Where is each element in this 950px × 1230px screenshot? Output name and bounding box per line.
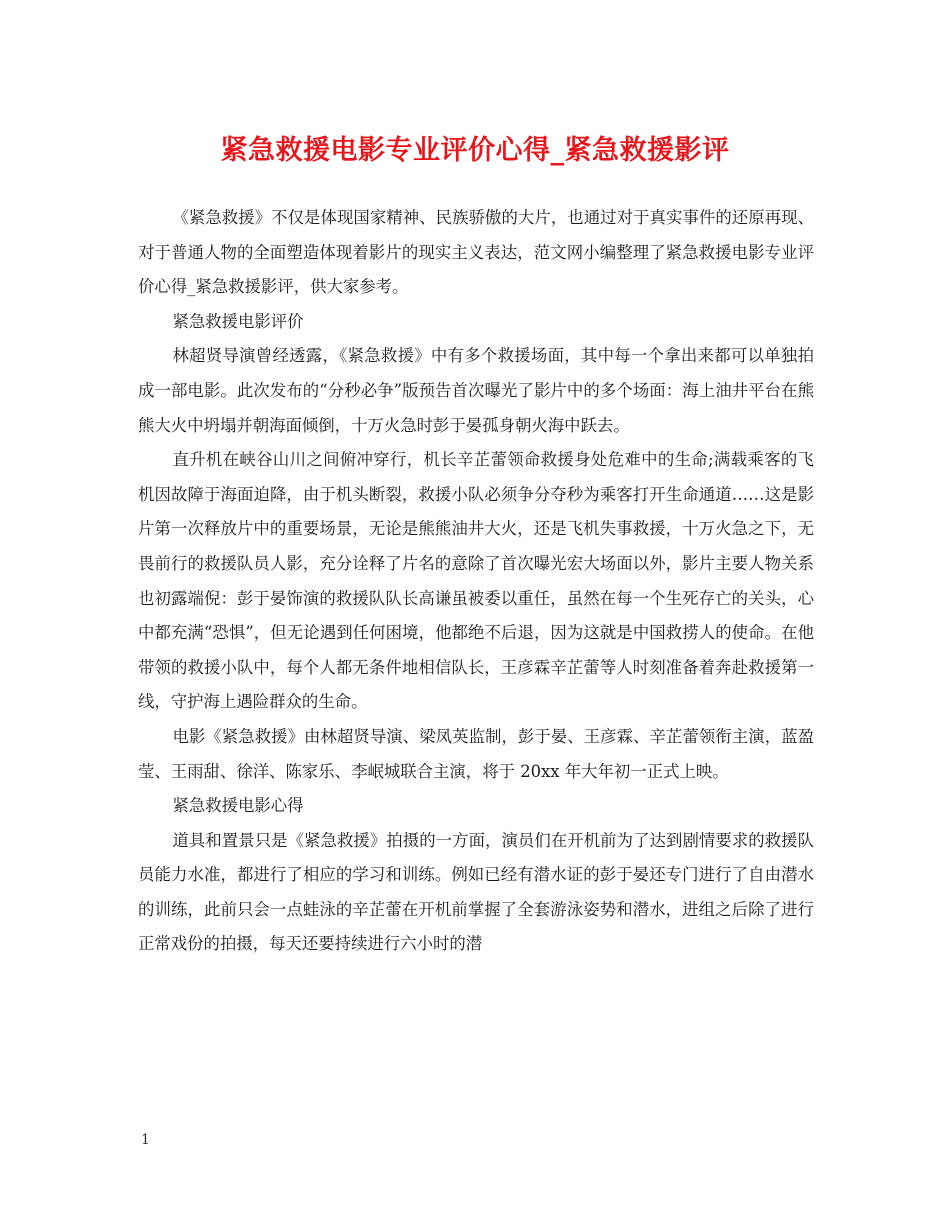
paragraph: 电影《紧急救援》由林超贤导演、梁凤英监制，彭于晏、王彦霖、辛芷蕾领衔主演，蓝盈莹、王雨甜、徐洋、陈家乐、李岷城联合主演，将于 20xx 年大年初一正式上映。 <box>138 726 814 781</box>
page-number: 1 <box>141 1132 150 1148</box>
section-heading-review: 紧急救援电影评价 <box>172 311 304 331</box>
paragraph: 林超贤导演曾经透露，《紧急救援》中有多个救援场面，其中每一个拿出来都可以单独拍成一部电影。此次发布的“分秒必争”版预告首次曝光了影片中的多个场面：海上油井平台在熊熊大火中坍塌并朝海面倾倒，十万火急时彭于晏孤身朝火海中跃去。 <box>138 346 814 435</box>
paragraph: 道具和置景只是《紧急救援》拍摄的一方面，演员们在开机前为了达到剧情要求的救援队员能力水准，都进行了相应的学习和训练。例如已经有潜水证的彭于晏还专门进行了自由潜水的训练，此前只会一点蛙泳的辛芷蕾在开机前掌握了全套游泳姿势和潜水，进组之后除了进行正常戏份的拍摄，每天还要持续进行六小时的潜 <box>138 830 814 954</box>
document-body <box>138 201 814 962</box>
document-title: 紧急救援电影专业评价心得_紧急救援影评 <box>220 135 730 166</box>
paragraph: 直升机在峡谷山川之间俯冲穿行，机长辛芷蕾领命救援身处危难中的生命;满载乘客的飞机因故障于海面迫降，由于机头断裂，救援小队必须争分夺秒为乘客打开生命通道……这是影片第一次释放片中的重要场景，无论是熊熊油井大火，还是飞机失事救援，十万火急之下，无畏前行的救援队员人影，充分诠释了片名的意除了首次曝光宏大场面以外，影片主要人物关系也初露端倪：彭于晏饰演的救援队队长高谦虽被委以重任，虽然在每一个生死存亡的关头，心中都充满“恐惧”，但无论遇到任何困境，他都绝不后退，因为这就是中国救捞人的使命。在他带领的救援小队中，每个人都无条件地相信队长，王彦霖辛芷蕾等人时刻准备着奔赴救援第一线，守护海上遇险群众的生命。 <box>138 450 814 712</box>
section-heading-thoughts: 紧急救援电影心得 <box>172 796 304 816</box>
paragraph-intro: 《紧急救援》不仅是体现国家精神、民族骄傲的大片，也通过对于真实事件的还原再现、对于普通人物的全面塑造体现着影片的现实主义表达，范文网小编整理了紧急救援电影专业评价心得_紧急救援影评，供大家参考。 <box>138 208 814 297</box>
